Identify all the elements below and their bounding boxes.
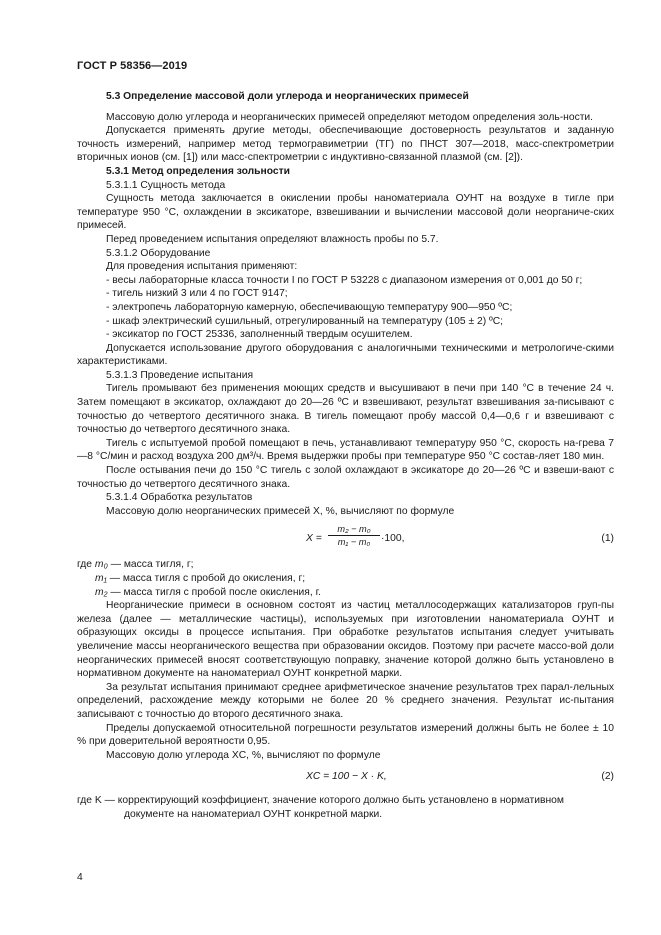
clause-title: 5.3.1.2 Оборудование	[106, 247, 211, 259]
formula-1-number: (1)	[601, 533, 614, 545]
where-label: где	[77, 559, 93, 571]
def2-text: корректирующий коэффициент, значение которого должно быть установлено в нормативном документе на наноматериал ОУНТ конкретной марки.	[117, 795, 564, 820]
definition	[77, 572, 614, 586]
paragraph: Допускается использование другого оборудования с аналогичными техническими и метрологиче-скими характеристиками.	[77, 342, 614, 368]
definition	[77, 586, 614, 600]
paragraph: Массовую долю неорганических примесей X, %, вычисляют по формуле	[106, 505, 455, 517]
paragraph: Сущность метода заключается в окислении пробы наноматериала ОУНТ на воздухе в тигле при температуре 950 °С, охлаждении в эксикаторе, взвешивании и вычислении массовой доли неорганиче-ских примесей.	[77, 193, 614, 232]
subsection-title: 5.3.1 Метод определения зольности	[106, 165, 290, 177]
paragraph: За результат испытания принимают среднее арифметическое значение результатов трех парал-лельных определений, расхождение между которыми не более 20 % среднего значения. Результат ис-пытания записывают с точностью до второго десятичного знака.	[77, 681, 614, 720]
formula-1-lhs: X =	[306, 533, 322, 545]
formula-2-number: (2)	[601, 771, 614, 783]
list-item: - весы лабораторные класса точности I по ГОСТ Р 53228 с диапазоном измерения от 0,001 до 50 г;	[106, 274, 583, 286]
def-symbol: m₁	[95, 573, 107, 584]
where-clause	[77, 558, 614, 572]
paragraph: Для проведения испытания применяют:	[106, 261, 298, 273]
def-text: — масса тигля, г;	[107, 559, 194, 571]
def2-label: где K —	[77, 795, 115, 807]
def-symbol: m₀	[94, 559, 108, 571]
list-item: - тигель низкий 3 или 4 по ГОСТ 9147;	[106, 288, 288, 300]
intro-paragraph: Массовую долю углерода и неорганических примесей определяют методом определения золь-ности.	[106, 111, 594, 123]
document-header: ГОСТ Р 58356—2019	[77, 60, 188, 72]
paragraph: Тигель промывают без применения моющих средств и высушивают в печи при 140 °С в течение 24 ч. Затем помещают в эксикатор, охлаждают до 20—26 ºС и взвешивают, результат взвешивания за-писывают с точностью до четвертого десятичного знака. В тигель помещают пробу массой 0,4—0,6 г и взвешивают с точностью до четвертого десятичного знака.	[77, 383, 614, 436]
clause-title: 5.3.1.1 Сущность метода	[106, 179, 226, 191]
formula-1-fraction	[328, 524, 380, 548]
formula-2	[77, 768, 614, 788]
paragraph: Неорганические примеси в основном состоят из частиц металлосодержащих катализаторов груп-пы железа (далее — металлические частицы), используемых при изготовлении наноматериала ОУНТ и образующих оксиды в процессе испытания. При обработке результатов испытания следует учитывать увеличение массы неорганического вещества при образовании оксидов. Поэтому при расчете массо-вой доли неорганических примесей вносят соответствующую поправку, значение которой должно быть установлено в нормативном документе на наноматериал ОУНТ конкретной марки.	[77, 600, 614, 680]
formula-1	[77, 524, 614, 554]
formula-1-numerator: m₂ − m₀	[337, 524, 371, 535]
list-item: - шкаф электрический сушильный, отрегулированный на температуру (105 ± 2) ºС;	[106, 315, 504, 327]
formula-2-expr: XC = 100 − X · K,	[306, 771, 387, 783]
formula-1-denominator: m₁ − m₀	[337, 537, 371, 548]
section-title: 5.3 Определение массовой доли углерода и неорганических примесей	[106, 91, 469, 102]
def-symbol: m₂	[95, 586, 108, 598]
paragraph: Пределы допускаемой относительной погрешности результатов измерений должны быть не более ± 10 % при доверительной вероятности 0,95.	[77, 722, 614, 748]
paragraph: Тигель с испытуемой пробой помещают в печь, устанавливают температуру 950 °С, скорость на-грева 7—8 °С/мин и расход воздуха 200 дм³/ч. Время выдержки пробы при температуре 950 °С состав-ляет 180 мин.	[77, 437, 614, 463]
paragraph: После остывания печи до 150 °С тигель с золой охлаждают в эксикаторе до 20—26 ºС и взвеши-вают с точностью до четвертого десятичного знака.	[77, 465, 614, 490]
list-item: - электропечь лабораторную камерную, обеспечивающую температуру 900—950 ºС;	[106, 301, 513, 313]
list-item: - эксикатор по ГОСТ 25336, заполненный твердым осушителем.	[106, 329, 413, 341]
clause-title: 5.3.1.4 Обработка результатов	[106, 492, 253, 504]
clause-title: 5.3.1.3 Проведение испытания	[106, 369, 254, 381]
def-text: — масса тигля с пробой после окисления, г.	[107, 586, 321, 598]
definition-k	[77, 794, 614, 821]
formula-1-factor: ·100,	[381, 533, 405, 545]
def-text: — масса тигля с пробой до окисления, г;	[106, 573, 306, 584]
paragraph: Массовую долю углерода XC, %, вычисляют по формуле	[106, 749, 381, 761]
paragraph: Перед проведением испытания определяют влажность пробы по 5.7.	[106, 233, 439, 245]
page-body	[77, 90, 614, 822]
page-number: 4	[77, 872, 83, 883]
intro-paragraph: Допускается применять другие методы, обеспечивающие достоверность результатов и заданную точность измерений, например метод термогравиметрии (ТГ) по ПНСТ 307—2018, масс-спектрометрии вторичных ионов (см. [1]) или масс-спектрометрии с индуктивно-связанной плазмой (см. [2]).	[77, 125, 614, 164]
